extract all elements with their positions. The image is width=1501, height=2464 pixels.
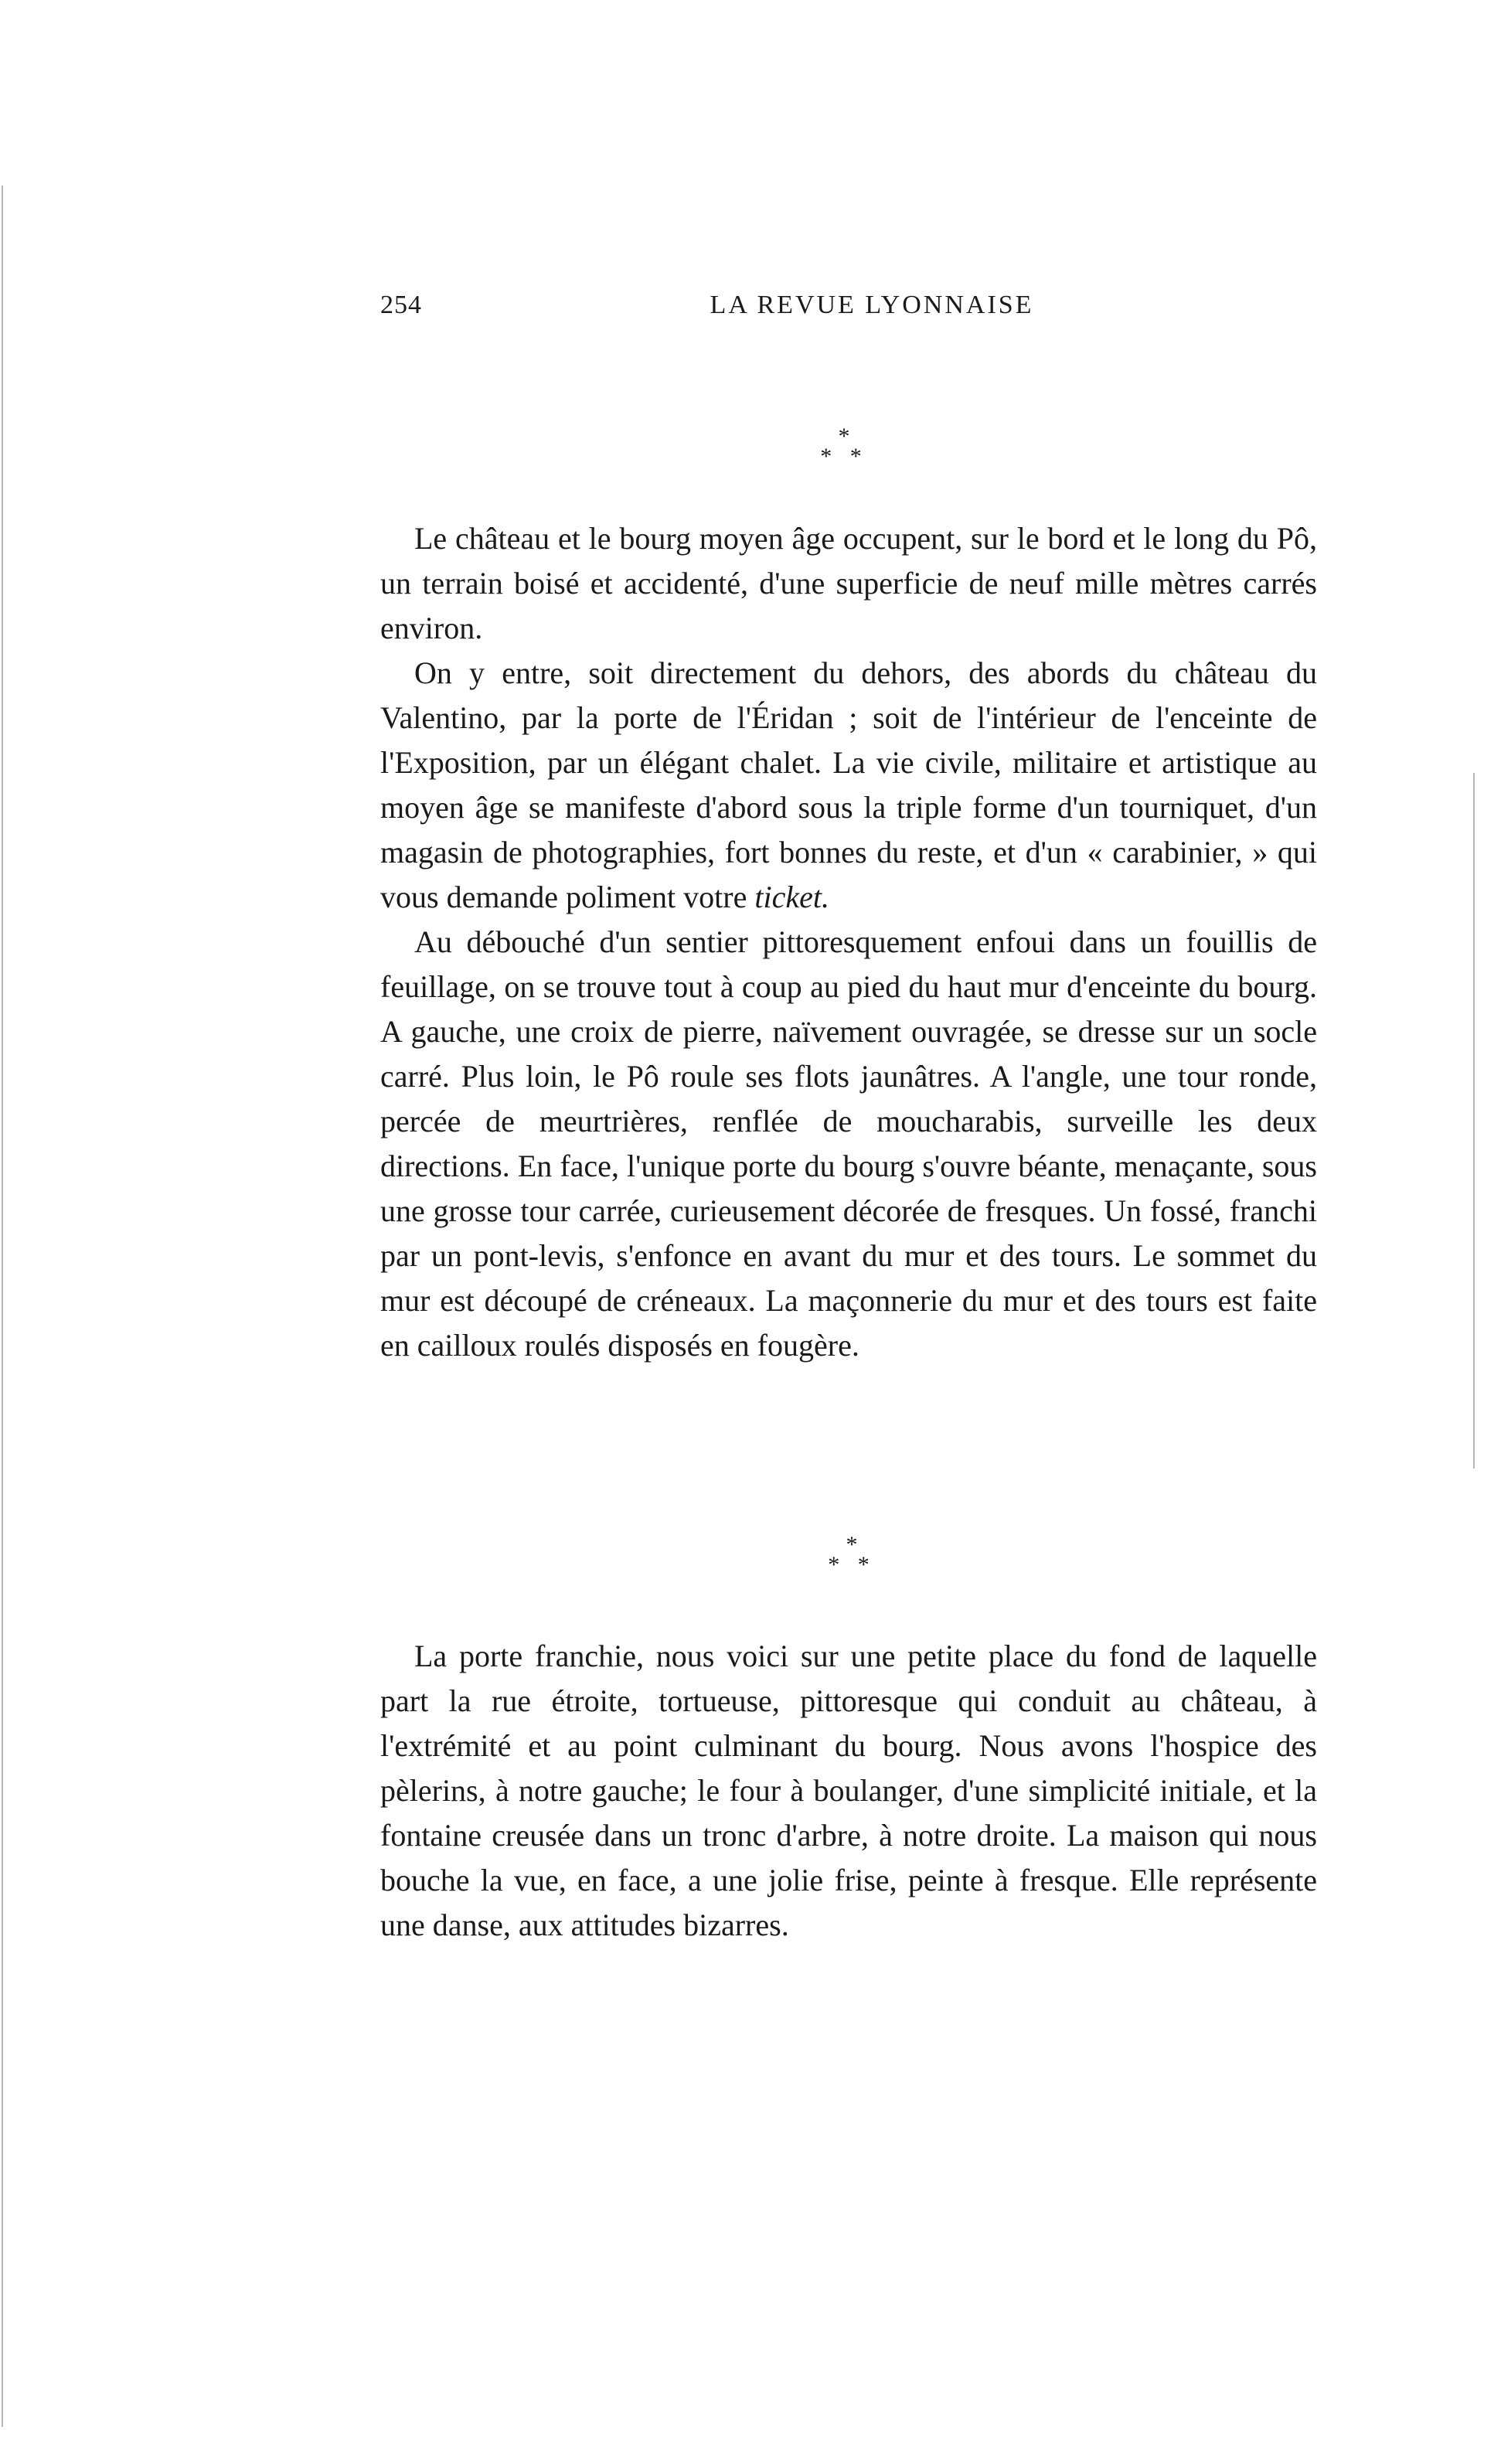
scan-edge-left (2, 185, 3, 2427)
paragraph-entree (380, 651, 1317, 920)
section-2-text (380, 1634, 1317, 1948)
asterism-section-2 (805, 1532, 898, 1577)
asterism-top-star: * (846, 1532, 858, 1557)
asterism-bottom-stars: * * (820, 444, 868, 469)
page-number: 254 (380, 291, 422, 319)
paragraph-debouche: Au débouché d'un sentier pittoresquement enfoui dans un fouillis de feuillage, on se trouve tout à coup au pied du haut mur d'enceinte du bourg. A gauche, une croix de pierre, naïvement ouvragée, se dresse sur un socle carré. Plus loin, le Pô roule ses flots jaunâtres. A l'angle, une tour ronde, percée de meurtrières, renflée de moucharabis, surveille les deux directions. En face, l'unique porte du bourg s'ouvre béante, menaçante, sous une grosse tour carrée, curieusement décorée de fresques. Un fossé, franchi par un pont-levis, s'enfonce en avant du mur et des tours. Le sommet du mur est découpé de créneaux. La maçonnerie du mur et des tours est faite en cailloux roulés disposés en fougère. (380, 924, 1317, 1363)
paragraph-entree-text: On y entre, soit directement du dehors, des abords du château du Valentino, par la porte de l'Éridan ; soit de l'intérieur de l'enceinte de l'Exposition, par un élégant chalet. La vie civile, militaire et artistique au moyen âge se manifeste d'abord sous la triple forme d'un tourniquet, d'un magasin de photographies, fort bonnes du reste, et d'un « carabinier, » qui vous demande poliment votre (380, 655, 1317, 914)
paragraph-porte-franchie: La porte franchie, nous voici sur une petite place du fond de laquelle part la rue étroite, tortueuse, pittoresque qui conduit au château, à l'extrémité et au point culminant du bourg. Nous avons l'hospice des pèlerins, à notre gauche; le four à boulanger, d'une simplicité initiale, et la fontaine creusée dans un tronc d'arbre, à notre droite. La maison qui nous bouche la vue, en face, a une jolie frise, peinte à fresque. Elle représente une danse, aux attitudes bizarres. (380, 1639, 1317, 1942)
asterism-top-star: * (838, 424, 850, 449)
asterism-bottom-stars: * * (828, 1552, 876, 1577)
scan-edge-right (1473, 773, 1475, 1469)
section-1-text (380, 516, 1317, 1368)
page-header (380, 291, 1317, 329)
paragraph-chateau-bourg: Le château et le bourg moyen âge occupent, sur le bord et le long du Pô, un terrain boisé et accidenté, d'une superficie de neuf mille mètres carrés environ. (380, 521, 1317, 645)
italic-ticket: ticket. (754, 880, 829, 914)
running-title: LA REVUE LYONNAISE (710, 291, 1034, 319)
asterism-section-1 (798, 424, 890, 469)
